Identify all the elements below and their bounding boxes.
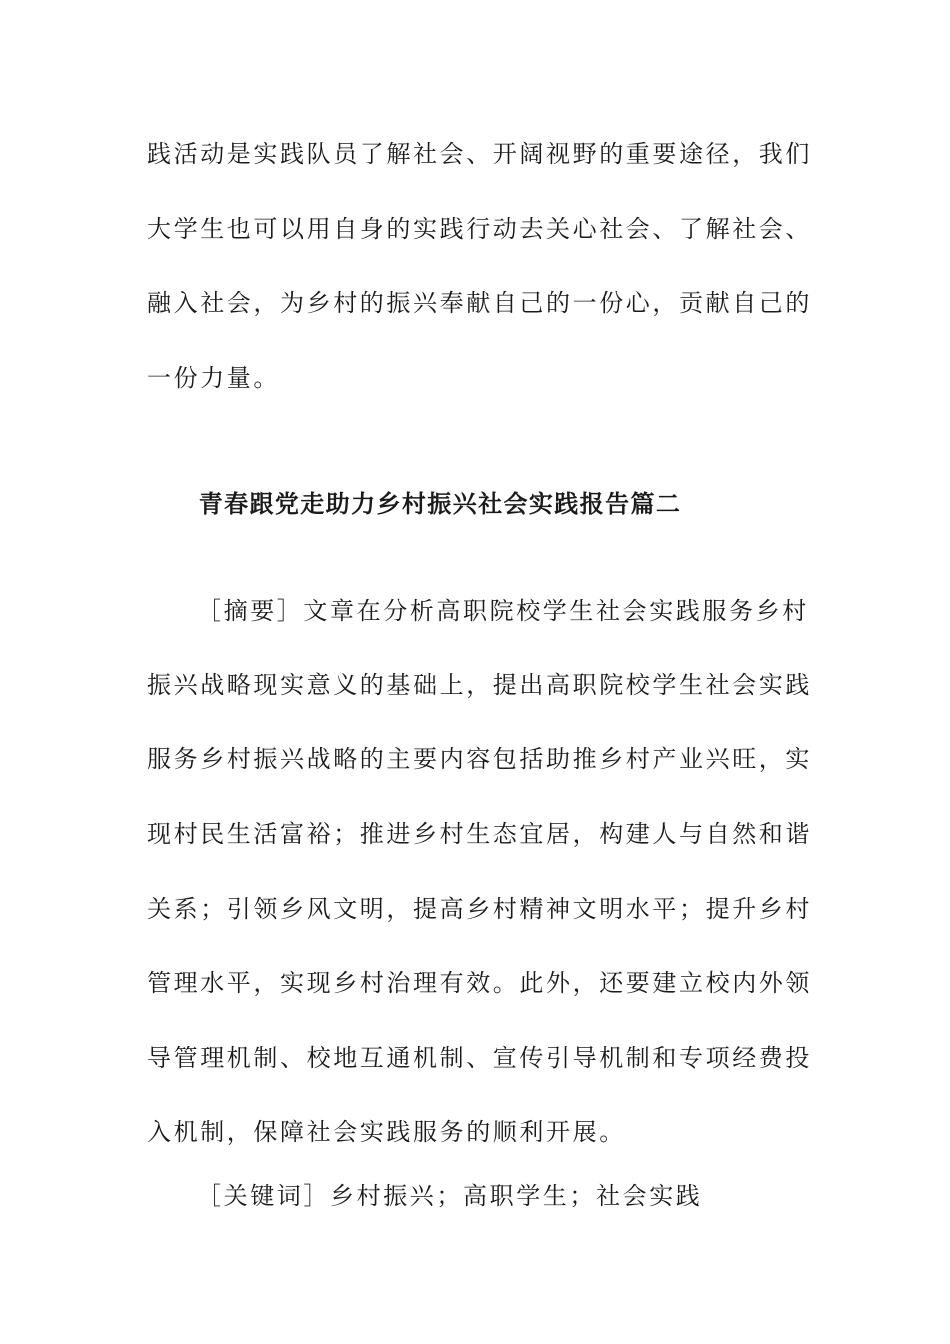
abstract-line: 振兴战略现实意义的基础上，提出高职院校学生社会实践 bbox=[147, 671, 812, 699]
abstract-line: 导管理机制、校地互通机制、宣传引导机制和专项经费投 bbox=[147, 1044, 812, 1072]
paragraph-line: 大学生也可以用自身的实践行动去关心社会、了解社会、 bbox=[147, 215, 812, 243]
paragraph-line: 一份力量。 bbox=[147, 364, 280, 392]
abstract-line: 服务乡村振兴战略的主要内容包括助推乡村产业兴旺，实 bbox=[147, 745, 812, 773]
abstract-line: 关系；引领乡风文明，提高乡村精神文明水平；提升乡村 bbox=[147, 895, 812, 923]
abstract-line: 管理水平，实现乡村治理有效。此外，还要建立校内外领 bbox=[147, 969, 812, 997]
abstract-line: ［摘要］文章在分析高职院校学生社会实践服务乡村 bbox=[197, 597, 809, 625]
section-heading: 青春跟党走助力乡村振兴社会实践报告篇二 bbox=[198, 489, 682, 518]
abstract-line: 现村民生活富裕；推进乡村生态宜居，构建人与自然和谐 bbox=[147, 820, 812, 848]
keywords-line: ［关键词］乡村振兴；高职学生；社会实践 bbox=[197, 1182, 703, 1210]
paragraph-line: 融入社会，为乡村的振兴奉献自己的一份心，贡献自己的 bbox=[147, 289, 812, 317]
paragraph-line: 践活动是实践队员了解社会、开阔视野的重要途径，我们 bbox=[147, 140, 812, 168]
abstract-line: 入机制，保障社会实践服务的顺利开展。 bbox=[147, 1118, 626, 1146]
